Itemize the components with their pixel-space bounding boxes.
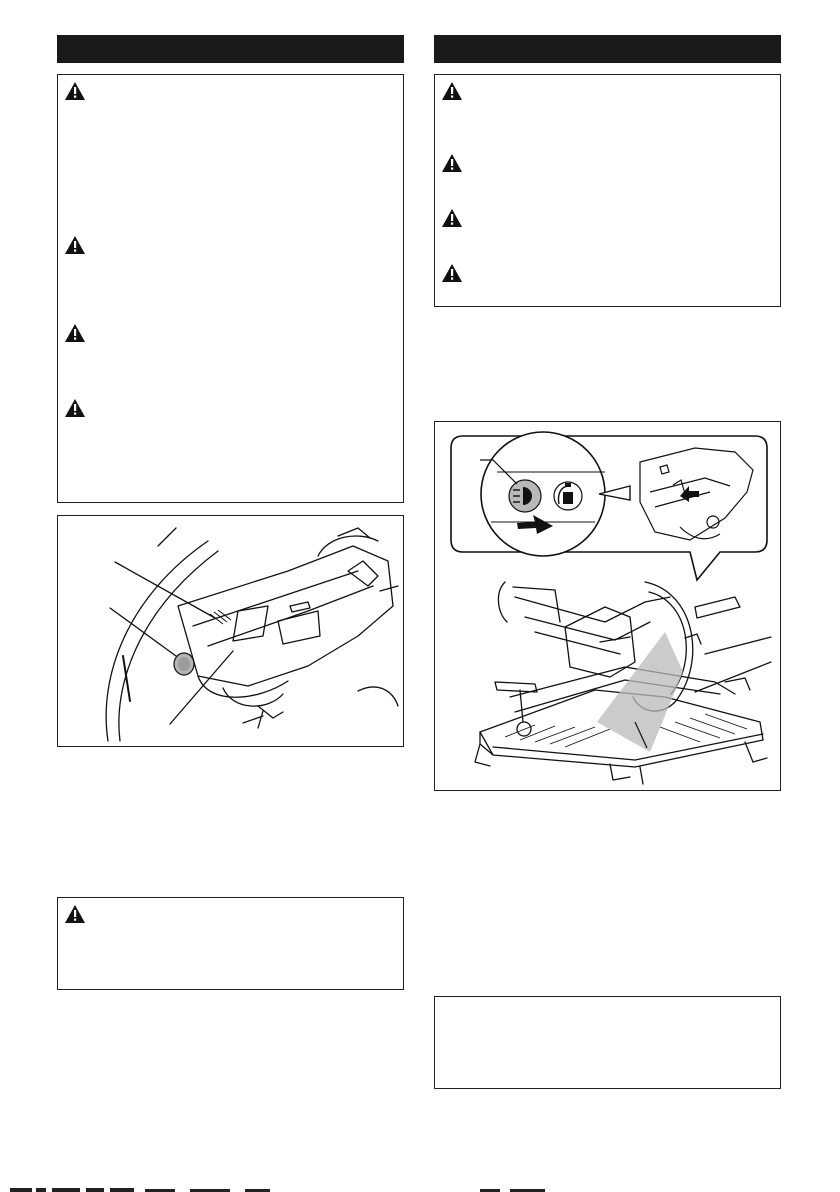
warning-triangle-icon: [64, 235, 86, 255]
warning-triangle-icon: [441, 153, 463, 173]
warning-triangle-icon: [441, 208, 463, 228]
warning-triangle-icon: [441, 263, 463, 283]
light-switch-icon: [509, 480, 541, 512]
warning-triangle-icon: [64, 323, 86, 343]
left-warning-box-1: [57, 74, 404, 503]
warning-triangle-icon: [441, 81, 463, 101]
right-note-box: [434, 996, 781, 1089]
warning-triangle-icon: [64, 398, 86, 418]
footer-edge-marks: [0, 1186, 840, 1192]
left-warning-box-2: [57, 897, 404, 990]
left-section-header-bar: [57, 35, 404, 63]
warning-triangle-icon: [64, 904, 86, 924]
lock-pin-closeup-figure: [57, 515, 404, 747]
right-section-header-bar: [434, 35, 781, 63]
warning-triangle-icon: [64, 81, 86, 101]
dust-nozzle-icon: [554, 482, 582, 510]
miter-saw-light-switch-figure: [434, 421, 781, 791]
right-warning-box-1: [434, 74, 781, 307]
